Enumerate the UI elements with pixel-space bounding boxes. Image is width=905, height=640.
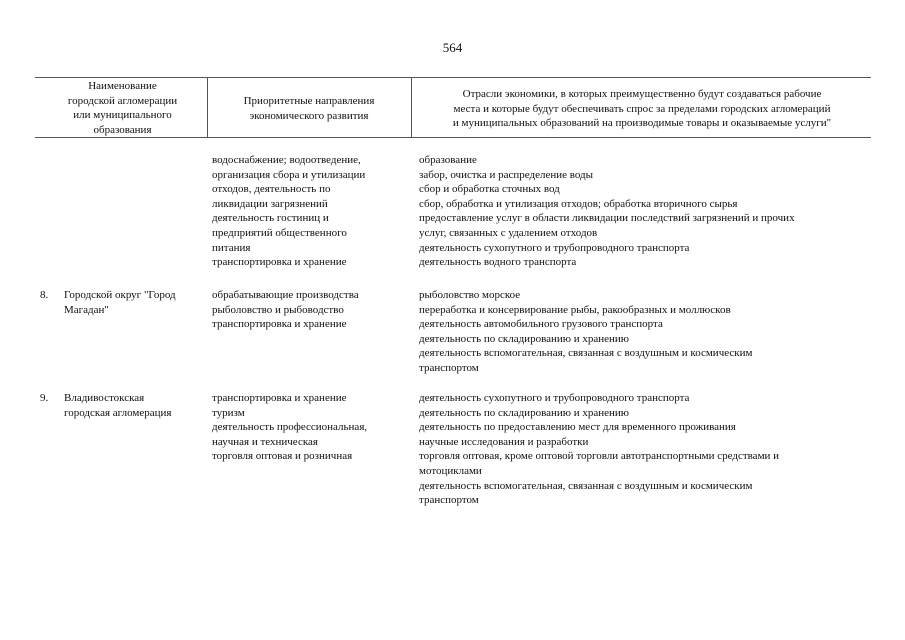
row-sectors bbox=[419, 153, 795, 270]
header-line: городской агломерации bbox=[67, 94, 178, 107]
cell-line: деятельность сухопутного и трубопроводного транспорта bbox=[419, 392, 690, 404]
cell-line: мотоциклами bbox=[419, 464, 482, 477]
cell-line: транспортом bbox=[419, 361, 479, 374]
header-line: экономического развития bbox=[249, 109, 369, 122]
cell-line: деятельность сухопутного и трубопроводного транспорта bbox=[419, 241, 690, 254]
header-line: образования bbox=[93, 123, 152, 136]
cell-line: туризм bbox=[212, 406, 245, 419]
cell-line: рыболовство и рыбоводство bbox=[212, 303, 344, 316]
header-name bbox=[40, 79, 205, 137]
cell-line: деятельность вспомогательная, связанная с воздушным и космическим bbox=[419, 479, 753, 492]
cell-line: организация сбора и утилизации bbox=[212, 168, 366, 181]
column-divider-2 bbox=[411, 77, 412, 137]
cell-line: услуг, связанных с удалением отходов bbox=[419, 226, 598, 239]
cell-line: предоставление услуг в области ликвидации последствий загрязнений и прочих bbox=[419, 212, 795, 225]
row-sectors bbox=[419, 288, 752, 376]
cell-line: предприятий общественного bbox=[212, 226, 347, 239]
header-line: места и которые будут обеспечивать спрос за пределами городских агломераций bbox=[453, 102, 831, 115]
row-directions bbox=[212, 288, 359, 332]
header-sectors bbox=[413, 87, 871, 131]
cell-line: транспортом bbox=[419, 494, 479, 507]
cell-line: Магадан" bbox=[64, 303, 109, 316]
cell-line: транспортировка и хранение bbox=[212, 392, 347, 404]
header-line: и муниципальных образований на производимые товары и оказываемые услуги" bbox=[452, 117, 832, 130]
table-top-rule bbox=[35, 77, 871, 78]
row-number: 9. bbox=[40, 392, 49, 404]
cell-line: торговля оптовая и розничная bbox=[212, 450, 353, 463]
row-sectors bbox=[419, 391, 779, 508]
cell-line: деятельность по складированию и хранению bbox=[419, 406, 630, 419]
cell-line: городская агломерация bbox=[64, 406, 172, 419]
row-number: 8. bbox=[40, 289, 49, 301]
cell-line: транспортировка и хранение bbox=[212, 256, 347, 269]
cell-line: научные исследования и разработки bbox=[419, 435, 589, 448]
cell-line: деятельность гостиниц и bbox=[212, 212, 329, 225]
cell-line: деятельность по предоставлению мест для временного проживания bbox=[419, 421, 736, 434]
column-divider-1 bbox=[207, 77, 208, 137]
header-line: Наименование bbox=[88, 80, 157, 92]
cell-line: ликвидации загрязнений bbox=[212, 197, 328, 210]
cell-line: переработка и консервирование рыбы, ракообразных и моллюсков bbox=[419, 303, 731, 316]
cell-line: деятельность профессиональная, bbox=[212, 421, 368, 434]
cell-line: отходов, деятельность по bbox=[212, 183, 331, 196]
cell-line: питания bbox=[212, 241, 251, 254]
cell-line: водоснабжение; водоотведение, bbox=[212, 154, 361, 166]
header-line: Приоритетные направления bbox=[243, 95, 375, 107]
cell-line: обрабатывающие производства bbox=[212, 289, 359, 301]
cell-line: Городской округ "Город bbox=[64, 289, 176, 301]
cell-line: транспортировка и хранение bbox=[212, 318, 347, 331]
header-line: или муниципального bbox=[73, 109, 172, 122]
row-name bbox=[64, 391, 171, 420]
cell-line: торговля оптовая, кроме оптовой торговли автотранспортными средствами и bbox=[419, 450, 780, 463]
cell-line: деятельность вспомогательная, связанная с воздушным и космическим bbox=[419, 347, 753, 360]
cell-line: сбор и обработка сточных вод bbox=[419, 183, 560, 196]
cell-line: деятельность автомобильного грузового транспорта bbox=[419, 318, 663, 331]
cell-line: деятельность по складированию и хранению bbox=[419, 332, 630, 345]
cell-line: Владивостокская bbox=[64, 392, 145, 404]
cell-line: научная и техническая bbox=[212, 435, 318, 448]
cell-line: рыболовство морское bbox=[419, 289, 521, 301]
row-directions bbox=[212, 153, 365, 270]
page-number: 564 bbox=[442, 40, 463, 55]
header-directions bbox=[209, 94, 409, 123]
header-line: Отрасли экономики, в которых преимущественно будут создаваться рабочие bbox=[462, 88, 822, 100]
row-directions bbox=[212, 391, 367, 464]
cell-line: деятельность водного транспорта bbox=[419, 256, 577, 269]
cell-line: забор, очистка и распределение воды bbox=[419, 168, 594, 181]
cell-line: образование bbox=[419, 154, 477, 166]
cell-line: сбор, обработка и утилизация отходов; обработка вторичного сырья bbox=[419, 197, 738, 210]
row-name bbox=[64, 288, 176, 317]
